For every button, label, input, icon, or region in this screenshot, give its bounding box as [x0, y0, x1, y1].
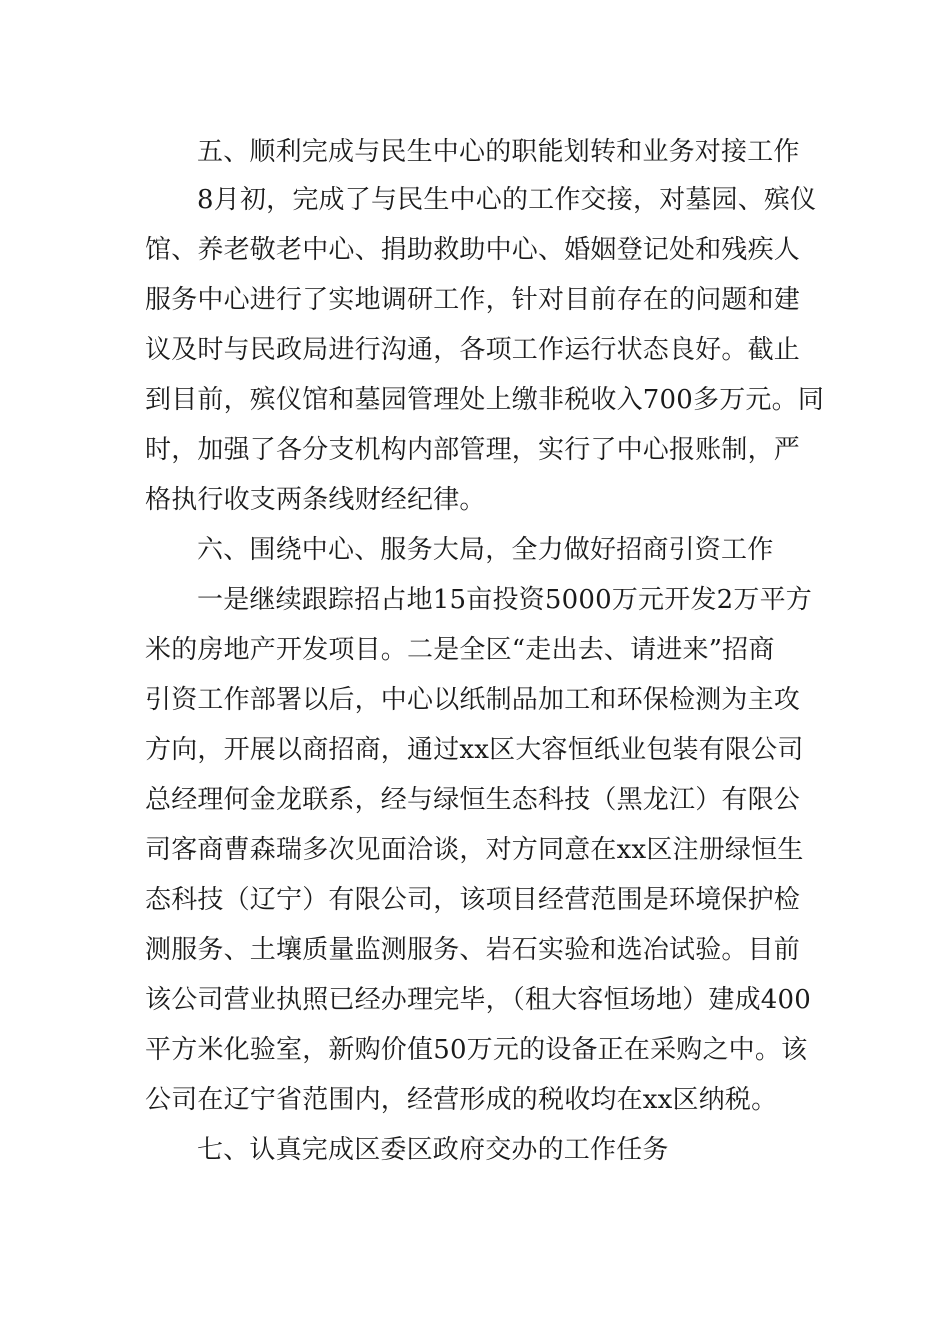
paragraph-line: 时，加强了各分支机构内部管理，实行了中心报账制，严: [145, 435, 801, 465]
paragraph-line: 平方米化验室，新购价值50万元的设备正在采购之中。该: [145, 1035, 808, 1065]
paragraph-line: 引资工作部署以后，中心以纸制品加工和环保检测为主攻: [145, 685, 801, 715]
paragraph-line: 米的房地产开发项目。二是全区“走出去、请进来”招商: [145, 635, 775, 665]
paragraph-line: 方向，开展以商招商，通过xx区大容恒纸业包装有限公司: [145, 735, 804, 765]
paragraph-line: 司客商曹森瑞多次见面洽谈，对方同意在xx区注册绿恒生: [145, 835, 804, 865]
paragraph-line: 到目前，殡仪馆和墓园管理处上缴非税收入700多万元。同: [145, 385, 825, 415]
paragraph-line: 公司在辽宁省范围内，经营形成的税收均在xx区纳税。: [145, 1085, 778, 1115]
paragraph-line: 一是继续跟踪招占地15亩投资5000万元开发2万平方: [197, 585, 812, 615]
paragraph-line: 8月初，完成了与民生中心的工作交接，对墓园、殡仪: [197, 185, 817, 215]
paragraph-line: 格执行收支两条线财经纪律。: [145, 485, 486, 515]
paragraph-line: 服务中心进行了实地调研工作，针对目前存在的问题和建: [145, 285, 801, 315]
paragraph-line: 馆、养老敬老中心、捐助救助中心、婚姻登记处和残疾人: [145, 235, 801, 265]
heading-section-6: 六、围绕中心、服务大局，全力做好招商引资工作: [197, 535, 774, 565]
paragraph-line: 该公司营业执照已经办理完毕，（租大容恒场地）建成400: [145, 985, 812, 1015]
paragraph-line: 总经理何金龙联系，经与绿恒生态科技（黑龙江）有限公: [145, 785, 801, 815]
heading-section-5: 五、顺利完成与民生中心的职能划转和业务对接工作: [197, 137, 800, 167]
paragraph-line: 测服务、土壤质量监测服务、岩石实验和选冶试验。目前: [145, 935, 801, 965]
paragraph-line: 态科技（辽宁）有限公司，该项目经营范围是环境保护检: [145, 885, 801, 915]
heading-section-7: 七、认真完成区委区政府交办的工作任务: [197, 1135, 669, 1165]
paragraph-line: 议及时与民政局进行沟通，各项工作运行状态良好。截止: [145, 335, 801, 365]
